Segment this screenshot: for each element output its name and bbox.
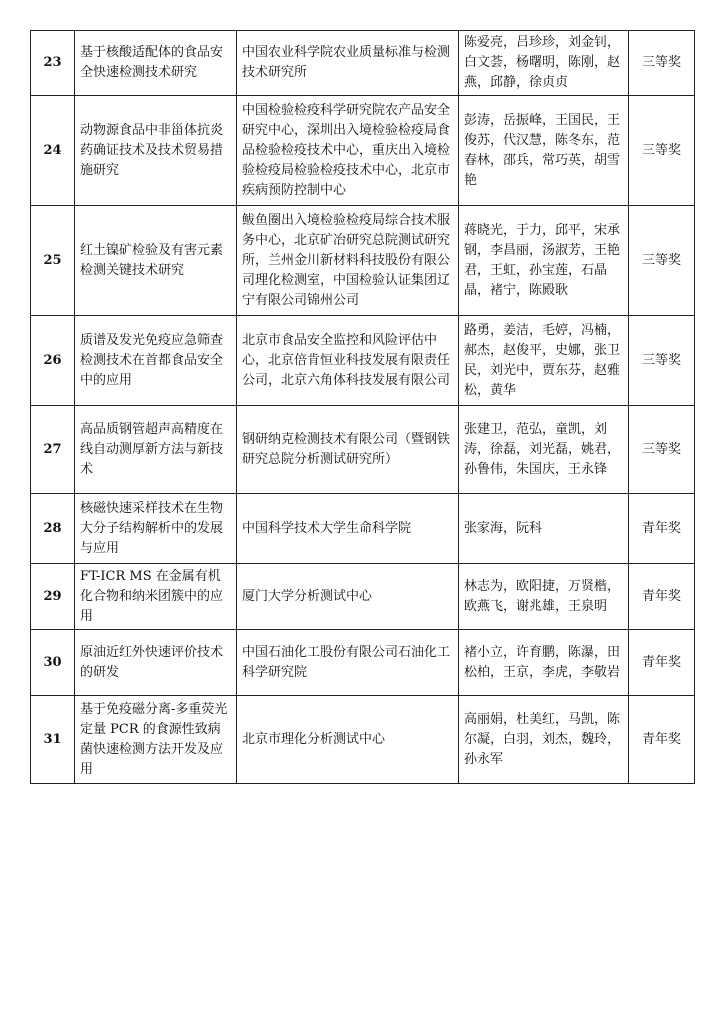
contributors: 路勇，姜洁，毛婷，冯楠，郝杰，赵俊平，史娜，张卫民，刘光中，贾东芬，赵雅松，黄华	[459, 316, 629, 406]
award-level: 青年奖	[629, 696, 695, 784]
row-number: 25	[31, 206, 75, 316]
project-name: 动物源食品中非甾体抗炎药确证技术及技术贸易措施研究	[75, 96, 237, 206]
contributors: 张家海，阮科	[459, 494, 629, 564]
award-level: 青年奖	[629, 494, 695, 564]
organization: 中国检验检疫科学研究院农产品安全研究中心，深圳出入境检验检疫局食品检验检疫技术中心，重庆出入境检验检疫局检验检疫技术中心，北京市疾病预防控制中心	[237, 96, 459, 206]
award-level: 青年奖	[629, 630, 695, 696]
award-level: 三等奖	[629, 206, 695, 316]
organization: 鲅鱼圈出入境检验检疫局综合技术服务中心，北京矿冶研究总院测试研究所，兰州金川新材料科技股份有限公司理化检测室，中国检验认证集团辽宁有限公司锦州公司	[237, 206, 459, 316]
contributors: 林志为，欧阳捷，万贤楷，欧燕飞，谢兆雄，王泉明	[459, 564, 629, 630]
organization: 钢研纳克检测技术有限公司（暨钢铁研究总院分析测试研究所）	[237, 406, 459, 494]
contributors: 陈爱亮，吕珍珍，刘金钊，白文荟，杨曙明，陈刚，赵燕，邱静，徐贞贞	[459, 31, 629, 96]
table-row	[31, 696, 695, 784]
project-name: 高品质钢管超声高精度在线自动测厚新方法与新技术	[75, 406, 237, 494]
award-level: 三等奖	[629, 96, 695, 206]
contributors: 彭涛，岳振峰，王国民，王俊苏，代汉慧，陈冬东，范春林，邵兵，常巧英，胡雪艳	[459, 96, 629, 206]
table-row	[31, 96, 695, 206]
project-name: 核磁快速采样技术在生物大分子结构解析中的发展与应用	[75, 494, 237, 564]
organization: 中国石油化工股份有限公司石油化工科学研究院	[237, 630, 459, 696]
row-number: 28	[31, 494, 75, 564]
table-row	[31, 564, 695, 630]
row-number: 27	[31, 406, 75, 494]
award-level: 青年奖	[629, 564, 695, 630]
contributors: 高丽娟，杜美红，马凯，陈尔凝，白羽，刘杰，魏玲，孙永军	[459, 696, 629, 784]
table-row	[31, 206, 695, 316]
project-name: 红土镍矿检验及有害元素检测关键技术研究	[75, 206, 237, 316]
project-name: 基于核酸适配体的食品安全快速检测技术研究	[75, 31, 237, 96]
organization: 北京市食品安全监控和风险评估中心，北京倍肯恒业科技发展有限责任公司，北京六角体科技发展有限公司	[237, 316, 459, 406]
table-row	[31, 494, 695, 564]
table-row	[31, 31, 695, 96]
organization: 中国农业科学院农业质量标准与检测技术研究所	[237, 31, 459, 96]
organization: 北京市理化分析测试中心	[237, 696, 459, 784]
organization: 厦门大学分析测试中心	[237, 564, 459, 630]
row-number: 31	[31, 696, 75, 784]
contributors: 蒋晓光，于力，邱平，宋承钢，李昌丽，汤淑芳，王艳君，王虹，孙宝莲，石晶晶，褚宁，陈殿耿	[459, 206, 629, 316]
project-name: 基于免疫磁分离-多重荧光定量 PCR 的食源性致病菌快速检测方法开发及应用	[75, 696, 237, 784]
project-name: 原油近红外快速评价技术的研发	[75, 630, 237, 696]
table-row	[31, 630, 695, 696]
row-number: 24	[31, 96, 75, 206]
award-level: 三等奖	[629, 31, 695, 96]
row-number: 26	[31, 316, 75, 406]
award-level: 三等奖	[629, 316, 695, 406]
contributors: 褚小立，许育鹏，陈瀑，田松柏，王京，李虎，李敬岩	[459, 630, 629, 696]
award-level: 三等奖	[629, 406, 695, 494]
project-name: FT-ICR MS 在金属有机化合物和纳米团簇中的应用	[75, 564, 237, 630]
project-name: 质谱及发光免疫应急筛查检测技术在首都食品安全中的应用	[75, 316, 237, 406]
awards-table	[30, 30, 695, 784]
table-row	[31, 406, 695, 494]
organization: 中国科学技术大学生命科学院	[237, 494, 459, 564]
row-number: 29	[31, 564, 75, 630]
contributors: 张建卫，范弘，童凯，刘涛，徐磊，刘光磊，姚君，孙鲁伟，朱国庆，王永锋	[459, 406, 629, 494]
row-number: 23	[31, 31, 75, 96]
table-row	[31, 316, 695, 406]
row-number: 30	[31, 630, 75, 696]
